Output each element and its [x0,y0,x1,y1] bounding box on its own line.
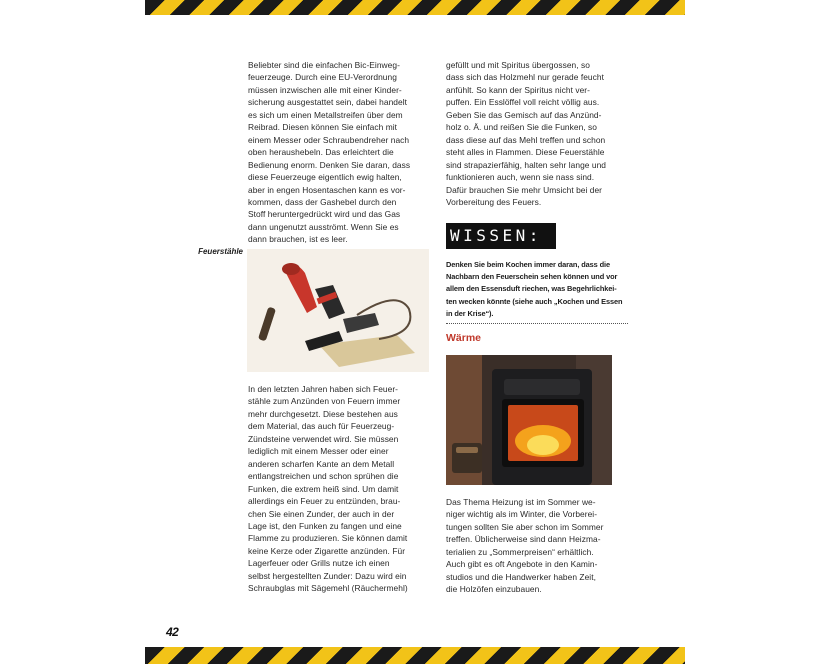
paragraph-spiritus: gefüllt und mit Spiritus übergossen, so dass sich das Holzmehl nur gerade feucht anfühlt. So kann der Spiritus nicht ver- puffen. Ein Esslöffel voll reicht völlig aus. Geben Sie das Gemisch auf das Anzünd- holz o. Ä. und reißen Sie die Funken, so dass diese auf das Mehl treffen und schon steht alles in Flammen. Diese Feuerstähle sind strapazierfähig, halten sehr lange und funktionieren auch, wenn sie nass sind. Dafür brauchen Sie mehr Umsicht bei der Vorbereitung des Feuers. [446,60,606,207]
dotted-divider [446,323,628,324]
paragraph-heizung: Das Thema Heizung ist im Sommer we- niger wichtig als im Winter, die Vorberei- tungen sollten Sie aber schon im Sommer treffen. Üblicherweise sind dann Heizma- terialien zu „Sommerpreisen“ erhältlich. Auch gibt es oft Angebote in den Kamin- studios und die Handwerker haben Zeit, die Holzöfen einzubauen. [446,497,604,595]
wissen-text: Denken Sie beim Kochen immer daran, dass die Nachbarn den Feuerschein sehen können und vor allem den Essensduft riechen, was Begehrlichkei- ten wecken könnte (siehe auch „Kochen und Essen in der Krise“). [446,260,623,318]
firesteel-photo [247,249,429,372]
wood-stove-photo [446,355,612,485]
body-column-right-bottom [446,496,631,596]
firesteel-illustration [247,249,429,372]
body-column-left-top [248,59,433,246]
hazard-stripe-top [145,0,685,15]
section-heading-waerme: Wärme [446,332,482,344]
wood-stove-illustration [446,355,612,485]
body-column-right-top [446,59,631,208]
body-column-left-bottom [248,383,433,595]
margin-label-feuerstaehle: Feuerstähle [198,247,243,256]
wissen-title-box: WISSEN: [446,223,556,249]
hazard-stripe-bottom [145,647,685,664]
paragraph-feuerstaehle: In den letzten Jahren haben sich Feuer- stähle zum Anzünden von Feuern immer mehr durchgesetzt. Diese bestehen aus dem Material, das auch für Feuerzeug- Zündsteine verwendet wird. Sie müssen lediglich mit einem Messer oder einer anderen scharfen Kante an dem Metall entlangstreichen und schon sprühen die Funken, die extrem heiß sind. Um damit allerdings ein Feuer zu entzünden, brau- chen Sie einen Zunder, der auch in der Lage ist, den Funken zu fangen und eine Flamme zu produzieren. Sie können damit keine Kerze oder Zigarette anzünden. Für Lagerfeuer oder Grills nutze ich einen selbst hergestellten Zunder: Dazu wird ein Schraubglas mit Sägemehl (Räuchermehl) [248,384,408,594]
page-number: 42 [166,625,179,639]
paragraph-lighters: Beliebter sind die einfachen Bic-Einweg- feuerzeuge. Durch eine EU-Verordnung müssen inzwischen alle mit einer Kinder- sicherung ausgestattet sein, dabei handelt es sich um einen Metallstreifen über dem Reibrad. Diesen können Sie einfach mit einem Messer oder Schraubendreher nach oben heraushebeln. Das erleichtert die Bedienung enorm. Denken Sie daran, dass diese Feuerzeuge eigentlich ewig halten, aber in engen Hosentaschen kann es vor- kommen, dass der Gashebel durch den Stoff heruntergedrückt wird und das Gas dann ungenutzt ausströmt. Wenn Sie es dann brauchen, ist es leer. [248,60,411,245]
